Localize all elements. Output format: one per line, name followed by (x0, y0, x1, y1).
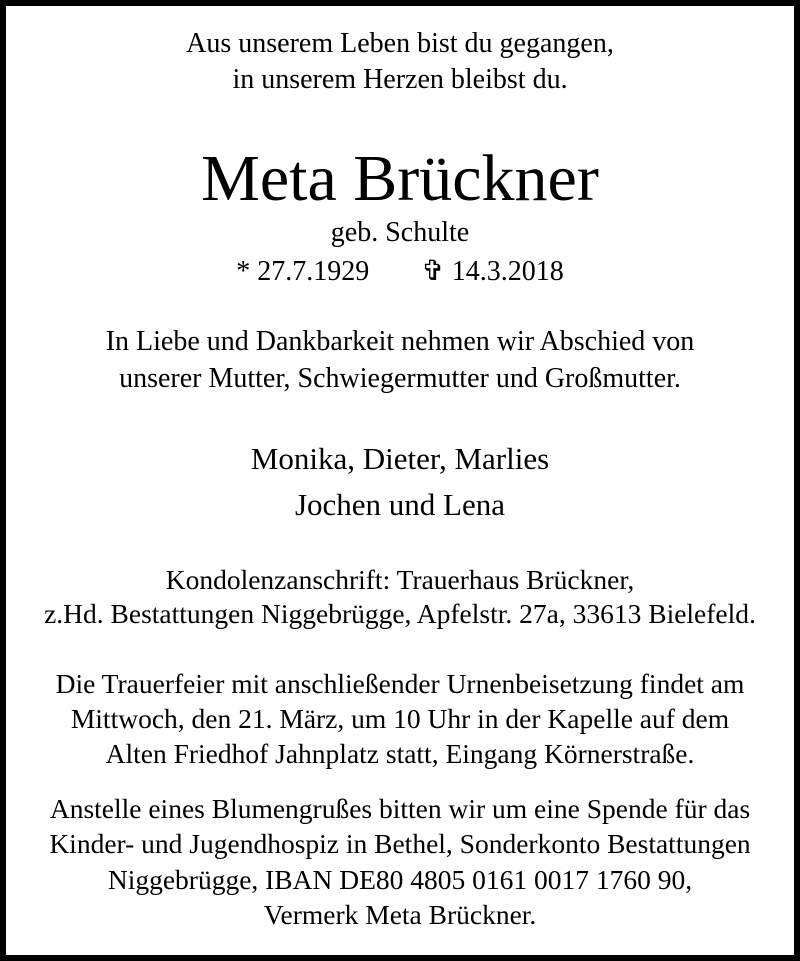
farewell-line-1: In Liebe und Dankbarkeit nehmen wir Abschied von (105, 326, 695, 357)
donation-line-3: Niggebrügge, IBAN DE80 4805 0161 0017 1760 90, (107, 864, 693, 895)
mourners-line-2: Jochen und Lena (294, 487, 506, 522)
donation-line-1: Anstelle eines Blumengrußes bitten wir um eine Spende für das (49, 793, 751, 824)
deceased-name: Meta Brückner (201, 142, 599, 215)
motto-line-2: in unserem Herzen bleibst du. (232, 64, 568, 95)
condolence-line-2: z.Hd. Bestattungen Niggebrügge, Apfelstr. 27a, 33613 Bielefeld. (44, 598, 756, 629)
donation-line-2: Kinder- und Jugendhospiz in Bethel, Sonderkonto Bestattungen (49, 828, 751, 859)
death-date: 14.3.2018 (451, 256, 564, 287)
condolence-line-1: Kondolenzanschrift: Trauerhaus Brückner, (165, 564, 635, 595)
ceremony-line-1: Die Trauerfeier mit anschließender Urnenbeisetzung findet am (55, 668, 745, 699)
farewell-line-2: unserer Mutter, Schwiegermutter und Großmutter. (119, 363, 681, 394)
ceremony-line-3: Alten Friedhof Jahnplatz statt, Eingang Körnerstraße. (105, 738, 695, 769)
maiden-name: geb. Schulte (330, 217, 470, 248)
birth-symbol: * (236, 256, 251, 287)
motto-line-1: Aus unserem Leben bist du gegangen, (186, 28, 614, 59)
life-dates (0, 258, 800, 286)
ceremony-line-2: Mittwoch, den 21. März, um 10 Uhr in der Kapelle auf dem (70, 703, 730, 734)
donation-line-4: Vermerk Meta Brückner. (263, 899, 537, 930)
birth-date: 27.7.1929 (257, 256, 370, 287)
cross-icon: ✞ (421, 256, 445, 287)
mourners-line-1: Monika, Dieter, Marlies (250, 441, 550, 476)
